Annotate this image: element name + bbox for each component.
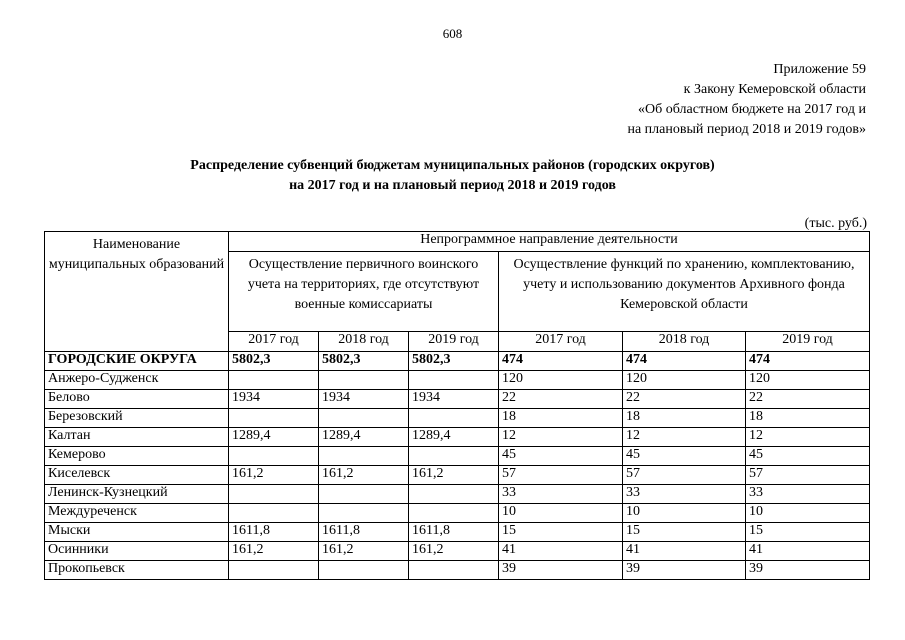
value-cell: 1611,8 bbox=[319, 523, 409, 542]
value-cell: 120 bbox=[623, 371, 746, 390]
value-cell: 1611,8 bbox=[409, 523, 499, 542]
value-cell bbox=[229, 504, 319, 523]
subsidy-table bbox=[44, 231, 870, 580]
table-row bbox=[45, 447, 870, 466]
value-cell: 1289,4 bbox=[409, 428, 499, 447]
value-cell: 10 bbox=[623, 504, 746, 523]
value-cell: 45 bbox=[499, 447, 623, 466]
value-cell: 12 bbox=[623, 428, 746, 447]
value-cell: 161,2 bbox=[229, 466, 319, 485]
value-cell: 12 bbox=[499, 428, 623, 447]
group-header: Непрограммное направление деятельности bbox=[229, 232, 870, 252]
value-cell bbox=[229, 485, 319, 504]
year-header: 2017 год bbox=[229, 332, 319, 352]
value-cell: 33 bbox=[623, 485, 746, 504]
appendix-line-2: к Закону Кемеровской области bbox=[683, 82, 866, 97]
table-row bbox=[45, 409, 870, 428]
appendix-reference bbox=[627, 60, 866, 140]
appendix-line-3: «Об областном бюджете на 2017 год и bbox=[638, 102, 866, 117]
value-cell bbox=[319, 561, 409, 580]
value-cell: 18 bbox=[499, 409, 623, 428]
value-cell: 5802,3 bbox=[319, 352, 409, 371]
value-cell: 45 bbox=[746, 447, 870, 466]
value-cell: 5802,3 bbox=[229, 352, 319, 371]
value-cell: 57 bbox=[746, 466, 870, 485]
units-label: (тыс. руб.) bbox=[804, 216, 867, 231]
value-cell: 41 bbox=[746, 542, 870, 561]
value-cell: 1611,8 bbox=[229, 523, 319, 542]
municipality-name: Прокопьевск bbox=[45, 561, 229, 580]
page-number: 608 bbox=[442, 26, 463, 41]
document-title bbox=[0, 156, 905, 196]
value-cell: 15 bbox=[746, 523, 870, 542]
value-cell: 120 bbox=[746, 371, 870, 390]
value-cell: 22 bbox=[623, 390, 746, 409]
value-cell bbox=[409, 409, 499, 428]
table-row bbox=[45, 561, 870, 580]
subheader-military-registration: Осуществление первичного воинского учета на территориях, где отсутствуют военные комиссариаты bbox=[229, 252, 499, 332]
value-cell bbox=[319, 371, 409, 390]
table-row bbox=[45, 485, 870, 504]
appendix-line-1: Приложение 59 bbox=[773, 62, 866, 77]
subheader-archive-fund: Осуществление функций по хранению, комплектованию, учету и использованию документов Архивного фонда Кемеровской области bbox=[499, 252, 870, 332]
municipality-name: ГОРОДСКИЕ ОКРУГА bbox=[45, 352, 229, 371]
value-cell bbox=[319, 504, 409, 523]
value-cell: 1289,4 bbox=[229, 428, 319, 447]
appendix-line-4: на плановый период 2018 и 2019 годов» bbox=[627, 122, 866, 137]
title-line-2: на 2017 год и на плановый период 2018 и 2019 годов bbox=[289, 178, 616, 193]
value-cell: 10 bbox=[499, 504, 623, 523]
municipality-name: Киселевск bbox=[45, 466, 229, 485]
value-cell: 41 bbox=[499, 542, 623, 561]
value-cell bbox=[409, 504, 499, 523]
value-cell: 15 bbox=[623, 523, 746, 542]
value-cell: 39 bbox=[746, 561, 870, 580]
value-cell: 474 bbox=[746, 352, 870, 371]
table-row bbox=[45, 466, 870, 485]
value-cell: 120 bbox=[499, 371, 623, 390]
year-header: 2019 год bbox=[746, 332, 870, 352]
municipality-name: Междуреченск bbox=[45, 504, 229, 523]
value-cell bbox=[409, 485, 499, 504]
municipality-name: Кемерово bbox=[45, 447, 229, 466]
value-cell: 5802,3 bbox=[409, 352, 499, 371]
year-header: 2018 год bbox=[623, 332, 746, 352]
table-body bbox=[45, 352, 870, 580]
value-cell: 161,2 bbox=[319, 542, 409, 561]
table-row bbox=[45, 504, 870, 523]
title-line-1: Распределение субвенций бюджетам муниципальных районов (городских округов) bbox=[190, 158, 715, 173]
value-cell bbox=[319, 447, 409, 466]
value-cell: 41 bbox=[623, 542, 746, 561]
value-cell: 161,2 bbox=[229, 542, 319, 561]
value-cell: 474 bbox=[499, 352, 623, 371]
value-cell: 10 bbox=[746, 504, 870, 523]
value-cell: 474 bbox=[623, 352, 746, 371]
value-cell bbox=[229, 561, 319, 580]
municipality-name: Анжеро-Судженск bbox=[45, 371, 229, 390]
municipality-name: Калтан bbox=[45, 428, 229, 447]
municipality-name: Осинники bbox=[45, 542, 229, 561]
value-cell: 161,2 bbox=[319, 466, 409, 485]
value-cell: 18 bbox=[623, 409, 746, 428]
column-header-name: Наименование муниципальных образований bbox=[45, 232, 229, 352]
value-cell bbox=[229, 409, 319, 428]
value-cell: 12 bbox=[746, 428, 870, 447]
value-cell: 39 bbox=[623, 561, 746, 580]
year-header: 2017 год bbox=[499, 332, 623, 352]
municipality-name: Мыски bbox=[45, 523, 229, 542]
value-cell bbox=[319, 485, 409, 504]
year-header: 2019 год bbox=[409, 332, 499, 352]
value-cell: 45 bbox=[623, 447, 746, 466]
value-cell bbox=[229, 371, 319, 390]
municipality-name: Березовский bbox=[45, 409, 229, 428]
municipality-name: Ленинск-Кузнецкий bbox=[45, 485, 229, 504]
value-cell: 161,2 bbox=[409, 542, 499, 561]
value-cell: 1934 bbox=[319, 390, 409, 409]
value-cell: 22 bbox=[499, 390, 623, 409]
value-cell bbox=[409, 371, 499, 390]
value-cell bbox=[409, 561, 499, 580]
year-header: 2018 год bbox=[319, 332, 409, 352]
value-cell: 1934 bbox=[409, 390, 499, 409]
value-cell: 57 bbox=[623, 466, 746, 485]
table-row bbox=[45, 390, 870, 409]
table-row bbox=[45, 352, 870, 371]
table-row bbox=[45, 523, 870, 542]
value-cell: 22 bbox=[746, 390, 870, 409]
value-cell: 57 bbox=[499, 466, 623, 485]
value-cell: 1289,4 bbox=[319, 428, 409, 447]
value-cell: 161,2 bbox=[409, 466, 499, 485]
value-cell: 15 bbox=[499, 523, 623, 542]
value-cell: 1934 bbox=[229, 390, 319, 409]
value-cell bbox=[409, 447, 499, 466]
value-cell: 33 bbox=[499, 485, 623, 504]
value-cell: 39 bbox=[499, 561, 623, 580]
municipality-name: Белово bbox=[45, 390, 229, 409]
table-row bbox=[45, 542, 870, 561]
value-cell: 33 bbox=[746, 485, 870, 504]
table-row bbox=[45, 371, 870, 390]
value-cell bbox=[229, 447, 319, 466]
value-cell: 18 bbox=[746, 409, 870, 428]
value-cell bbox=[319, 409, 409, 428]
table-row bbox=[45, 428, 870, 447]
